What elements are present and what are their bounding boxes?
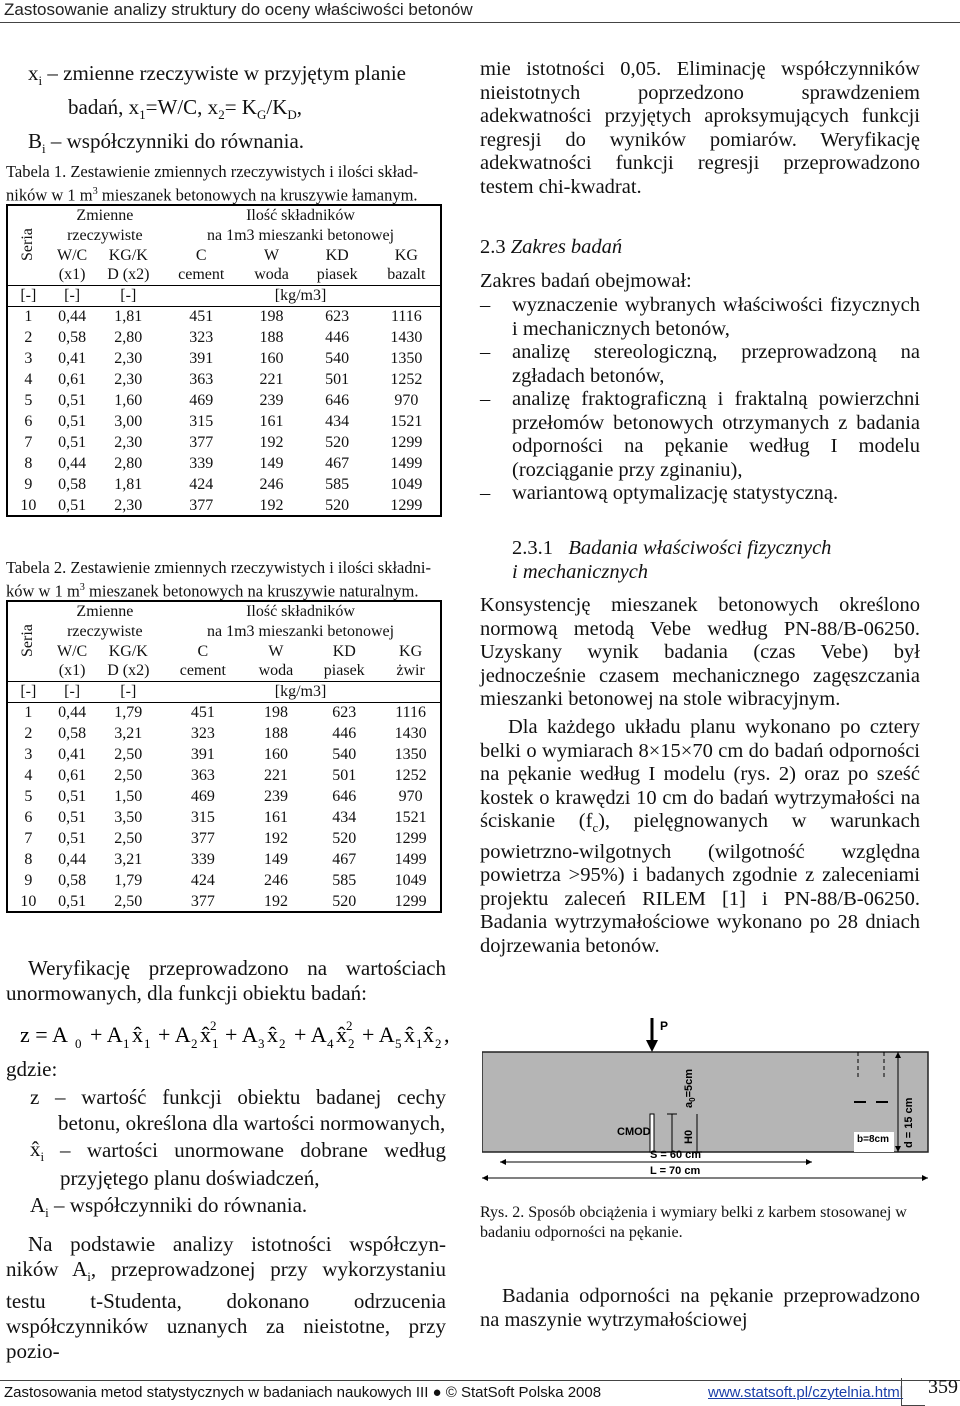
length-dimension: [482, 1165, 928, 1181]
table-row: [7, 891, 441, 912]
svg-text:3: 3: [258, 1036, 265, 1051]
col-header: KG/K: [108, 246, 148, 264]
col-header: (x1): [58, 266, 86, 284]
table-row: [7, 828, 441, 849]
table-cell: 3,00: [114, 413, 143, 430]
table-cell: 377: [190, 830, 215, 847]
col-header: piasek: [316, 266, 358, 284]
table-cell: 239: [263, 788, 288, 805]
depth-label: d = 15 cm: [903, 1097, 915, 1148]
table-cell: 0,44: [58, 455, 87, 472]
scope-item: – wyznaczenie wybranych właściwości fizycznych i mechanicznych betonów,: [480, 294, 920, 340]
table-cell: 1,79: [114, 872, 143, 889]
load-label: P: [660, 1019, 669, 1033]
table-row: [7, 807, 441, 828]
svg-text:+ A: + A: [362, 1022, 395, 1047]
svg-text:+ A: + A: [158, 1022, 191, 1047]
table-cell: 323: [189, 329, 214, 346]
table-cell: 424: [189, 476, 214, 493]
svg-text:+ A: + A: [225, 1022, 258, 1047]
table-cell: 188: [263, 725, 288, 742]
table-cell: 391: [190, 746, 215, 763]
table-cell: 540: [325, 350, 350, 367]
section-2-3-1-heading: 2.3.1 Badania właściwości fizycznych i mechanicznych: [512, 537, 832, 583]
table-cell: 198: [263, 704, 288, 722]
table-cell: 149: [259, 455, 284, 472]
scope-list: [480, 294, 920, 506]
table-row: [7, 495, 441, 516]
table-cell: 1521: [390, 413, 423, 430]
table-cell: 2,50: [114, 892, 143, 910]
group-header: Zmienne: [76, 603, 134, 620]
table-cell: 1,81: [114, 476, 143, 493]
table-cell: 192: [263, 892, 288, 910]
table-cell: 315: [189, 413, 214, 430]
col-header: W/C: [57, 642, 88, 660]
table-cell: 1252: [394, 767, 427, 784]
unit-cell: [-]: [49, 285, 96, 306]
beam-figure: [482, 1018, 958, 1198]
table-cell: 2,30: [114, 434, 143, 451]
table-cell: 0,44: [58, 308, 87, 326]
table-cell: 520: [332, 830, 357, 847]
col-header: żwir: [396, 662, 425, 680]
col-header: cement: [179, 662, 226, 680]
table-cell: 520: [325, 496, 350, 514]
table-cell: 2,80: [114, 329, 143, 346]
table-cell: 192: [263, 830, 288, 847]
table-cell: 0,51: [58, 830, 87, 847]
section-2-3-heading: 2.3 Zakres badań: [480, 236, 623, 258]
table-cell: 424: [190, 872, 215, 889]
col-header: W: [268, 642, 284, 660]
table-cell: 1,79: [114, 704, 143, 722]
table-cell: 501: [325, 371, 350, 388]
svg-text:x̂: x̂: [132, 1022, 143, 1047]
table-cell: 1521: [394, 809, 427, 826]
table-cell: 2,50: [114, 746, 143, 763]
table-cell: 1499: [394, 851, 427, 868]
table-cell: 8: [24, 851, 33, 868]
table-cell: 3: [24, 350, 33, 367]
table-cell: 0,61: [58, 767, 87, 784]
table-cell: 377: [189, 434, 214, 451]
a0-label: $a_0=5cm$: [683, 1068, 697, 1108]
load-arrow: [646, 1018, 668, 1052]
table-cell: 221: [259, 371, 284, 388]
footer-text: Zastosowania metod statystycznych w badaniach naukowych III ● © StatSoft Polska 2008: [4, 1384, 602, 1401]
group-header: na 1m3 mieszanki betonowej: [206, 622, 395, 640]
table-cell: 2,30: [114, 371, 143, 388]
table-cell: 6: [24, 809, 33, 826]
svg-text:x̂: x̂: [404, 1022, 415, 1047]
svg-text:0: 0: [75, 1036, 82, 1051]
table-cell: 0,51: [58, 809, 87, 826]
col-header: C: [195, 246, 207, 264]
var-x-line2: badań, $x_1=W/C$, $x_2= K_G/K_D$,: [68, 95, 303, 123]
xhat-symbol: $x̂_i$: [30, 1137, 45, 1165]
col-header: woda: [258, 662, 294, 680]
table-cell: 10: [20, 892, 37, 910]
col-header: KD: [332, 642, 356, 660]
table-cell: 1350: [394, 746, 427, 763]
table-cell: 239: [259, 392, 284, 409]
table-cell: 9: [24, 872, 33, 889]
col-header: KG: [394, 246, 418, 264]
consistency-paragraph: Konsystencję mieszanek betonowych określono normową metodą Vebe według PN-88/B-06250. Uzyskany wynik badania (czas Vebe) był jednocześnie czasem mechanicznego zagęszczania mieszanki betonowej na stole wibracyjnym.: [480, 594, 920, 710]
table-cell: 2,30: [114, 350, 143, 367]
svg-text:1: 1: [144, 1036, 151, 1051]
table-cell: 970: [394, 392, 419, 409]
table-cell: 0,51: [58, 392, 87, 409]
table-cell: 1049: [394, 872, 427, 889]
svg-text:2: 2: [348, 1036, 355, 1051]
table2-caption: Tabela 2. Zestawienie zmiennych rzeczywistych i ilości składni- ków w 1 $m^3$ mieszanek betonowych na kruszywie naturalnym.: [6, 558, 431, 601]
analysis-paragraph: Na podstawie analizy istotności współczyn- ników $A_i$, przeprowadzonej przy wykorzystaniu testu t-Studenta, dokonano odrzucenia współczynników uznanych za nieistotne, przy pozio-: [6, 1232, 446, 1364]
var-b-line: $B_i$ – współczynniki do równania.: [28, 129, 305, 157]
table-row: [7, 723, 441, 744]
footer-rule: [0, 1380, 960, 1381]
table-cell: 646: [332, 788, 357, 805]
unit-cell: [-]: [49, 681, 96, 702]
svg-text:4: 4: [327, 1036, 334, 1051]
table-cell: 5: [24, 392, 33, 409]
table-row: [7, 849, 441, 870]
svg-text:2: 2: [279, 1036, 286, 1051]
table-cell: 0,44: [58, 704, 87, 722]
table-cell: 0,58: [58, 329, 87, 346]
table-cell: 1,50: [114, 788, 143, 805]
table-cell: 1430: [390, 329, 423, 346]
table-cell: 1: [24, 704, 33, 722]
table-cell: 2: [24, 329, 33, 346]
table-cell: 363: [190, 767, 215, 784]
table-row: [7, 744, 441, 765]
svg-text:2: 2: [191, 1036, 198, 1051]
table-cell: 0,41: [58, 350, 87, 367]
table-cell: 1116: [395, 704, 426, 722]
unit-cell: [-]: [96, 681, 162, 702]
unit-cell: [kg/m3]: [161, 285, 441, 306]
table-cell: 520: [325, 434, 350, 451]
svg-text:2: 2: [435, 1036, 442, 1051]
table-row: [7, 765, 441, 786]
table-cell: 377: [190, 892, 215, 910]
svg-text:2: 2: [210, 1018, 217, 1033]
table-cell: 1499: [390, 455, 423, 472]
col-header: W/C: [57, 246, 88, 264]
table-cell: 246: [263, 872, 288, 889]
table-cell: 10: [20, 496, 37, 514]
table-cell: 315: [190, 809, 215, 826]
table2: [6, 600, 442, 913]
table-cell: 0,51: [58, 496, 87, 514]
table-row: [7, 327, 441, 348]
cmod-label: CMOD: [617, 1126, 651, 1138]
table-cell: 5: [24, 788, 33, 805]
table-cell: 192: [259, 434, 284, 451]
svg-text:x̂: x̂: [423, 1022, 434, 1047]
regression-equation: [20, 1016, 460, 1056]
table2-body: [7, 702, 441, 912]
table-cell: 221: [263, 767, 288, 784]
table-cell: 4: [24, 767, 33, 784]
table-cell: 2,80: [114, 455, 143, 472]
table-cell: 160: [259, 350, 284, 367]
table1-caption: Tabela 1. Zestawienie zmiennych rzeczywistych i ilości skład- ników w 1 $m^3$ mieszanek betonowych na kruszywie łamanym.: [6, 162, 419, 205]
table-cell: 434: [332, 809, 357, 826]
length-label: L = 70 cm: [650, 1165, 701, 1177]
table-row: [7, 306, 441, 327]
table-row: [7, 453, 441, 474]
table-cell: 3,21: [114, 851, 143, 868]
table1-body: [7, 306, 441, 516]
unit-cell: [-]: [7, 285, 49, 306]
svg-text:x̂: x̂: [200, 1022, 211, 1047]
width-label: b=8cm: [857, 1134, 889, 1145]
table-row: [7, 390, 441, 411]
group-header: na 1m3 mieszanki betonowej: [206, 226, 395, 244]
table-row: [7, 348, 441, 369]
table-cell: 1299: [394, 830, 427, 847]
svg-text:2: 2: [346, 1018, 353, 1033]
table-cell: 198: [259, 308, 284, 326]
unit-cell: [kg/m3]: [161, 681, 441, 702]
table-cell: 9: [24, 476, 33, 493]
table-cell: 1299: [390, 496, 423, 514]
table-cell: 434: [325, 413, 350, 430]
verification-paragraph: Weryfikację przeprowadzono na wartościach unormowanych, dla funkcji obiektu badań:: [6, 956, 446, 1005]
h0-label: H0: [683, 1129, 695, 1144]
svg-text:1: 1: [212, 1036, 219, 1051]
table-cell: 446: [325, 329, 350, 346]
svg-text:1: 1: [123, 1036, 130, 1051]
table-cell: 623: [325, 308, 350, 326]
table-cell: 469: [190, 788, 215, 805]
group-header: Ilość składników: [246, 207, 355, 224]
col-header: bazalt: [387, 266, 426, 284]
page-number-mark: [901, 1378, 925, 1406]
unit-cell: [-]: [96, 285, 162, 306]
significance-paragraph: mie istotności 0,05. Eliminację współczynników nieistotnych poprzedzono sprawdzeniem adekwatności przyjętych aproksymujących funkcji regresji do wyników pomiarów. Weryfikację adekwatności funkcji regresji przeprowadzono testem chi-kwadrat.: [480, 58, 920, 198]
table-cell: 1: [24, 308, 33, 326]
table-cell: 1049: [390, 476, 423, 493]
specimens-paragraph: Dla każdego układu planu wykonano po cztery belki o wymiarach 8×15×70 cm do badań odporności na pękanie według I modelu (rys. 2) oraz po sześć kostek o krawędzi 10 cm do badań wytrzymałości na ściskanie $(f_c)$, pielęgnowanych w warunkach powietrzno-wilgotnych (wilgotność względna powietrza >95%) i badanych zgodnie z zaleceniami projektu zaleceń RILEM [1] i PN-88/B-06250. Badania wytrzymałościowe wykonano po 28 dniach dojrzewania betonów.: [480, 716, 921, 957]
table-cell: 970: [398, 788, 423, 805]
col-header: D (x2): [107, 662, 150, 680]
table-cell: 451: [190, 704, 215, 722]
table-row: [7, 870, 441, 891]
table-cell: 0,61: [58, 371, 87, 388]
fracture-paragraph: Badania odporności na pękanie przeprowadzono na maszynie wytrzymałościowej: [480, 1285, 920, 1331]
footer-link[interactable]: www.statsoft.pl/czytelnia.html: [708, 1384, 904, 1401]
group-header: rzeczywiste: [67, 226, 143, 244]
table-cell: 585: [332, 872, 357, 889]
col-header: (x1): [58, 662, 86, 680]
table-cell: 623: [332, 704, 357, 722]
group-header: Ilość składników: [246, 603, 355, 620]
table-cell: 0,51: [58, 413, 87, 430]
table-cell: 1299: [394, 892, 427, 910]
table-cell: 540: [332, 746, 357, 763]
table-row: [7, 474, 441, 495]
seria-header: Seria: [18, 624, 36, 658]
table-cell: 0,58: [58, 725, 87, 742]
table-cell: 6: [24, 413, 33, 430]
group-header: rzeczywiste: [67, 622, 143, 640]
scope-item: – analizę stereologiczną, przeprowadzoną na zgładach betonów,: [480, 341, 920, 387]
svg-text:z = A: z = A: [20, 1022, 68, 1047]
figure-caption: Rys. 2. Sposób obciążenia i wymiary belki z karbem stosowanej w badaniu odporności na pękanie.: [480, 1204, 907, 1241]
table1: [6, 204, 442, 517]
scope-item: – wariantową optymalizację statystyczną.: [480, 482, 839, 504]
xhat-description: – wartości unormowane dobrane według przyjętego planu doświadczeń,: [60, 1138, 446, 1190]
where-label: gdzie:: [6, 1057, 58, 1081]
svg-text:x̂: x̂: [336, 1022, 347, 1047]
table-cell: 246: [259, 476, 284, 493]
table-cell: 7: [24, 434, 33, 451]
table-cell: 323: [190, 725, 215, 742]
table-cell: 0,41: [58, 746, 87, 763]
table-cell: 339: [190, 851, 215, 868]
table-cell: 192: [259, 496, 284, 514]
header-rule: [0, 22, 960, 23]
svg-text:+ A: + A: [90, 1022, 123, 1047]
table-cell: 520: [332, 892, 357, 910]
running-header: Zastosowanie analizy struktury do oceny właściwości betonów: [4, 0, 473, 19]
svg-text:1: 1: [416, 1036, 423, 1051]
table-cell: 467: [332, 851, 357, 868]
var-x-line1: $x_i$ – zmienne rzeczywiste w przyjętym planie: [28, 61, 406, 89]
table-cell: 1116: [390, 308, 422, 326]
table-cell: 160: [263, 746, 288, 763]
col-header: D (x2): [107, 266, 150, 284]
table-cell: 149: [263, 851, 288, 868]
table-cell: 646: [325, 392, 350, 409]
col-header: cement: [178, 266, 225, 284]
svg-text:+ A: + A: [294, 1022, 327, 1047]
col-header: KG: [399, 642, 423, 660]
table-cell: 1,81: [114, 308, 143, 326]
table-cell: 451: [189, 308, 214, 326]
table-cell: 3,50: [114, 809, 143, 826]
table-cell: 2,50: [114, 830, 143, 847]
page-number: 359: [928, 1376, 958, 1398]
table-cell: 161: [263, 809, 288, 826]
table-cell: 188: [259, 329, 284, 346]
table-cell: 0,58: [58, 476, 87, 493]
svg-text:x̂: x̂: [267, 1022, 278, 1047]
table-cell: 0,44: [58, 851, 87, 868]
table-cell: 4: [24, 371, 33, 388]
table-row: [7, 786, 441, 807]
table-cell: 446: [332, 725, 357, 742]
scope-intro: Zakres badań obejmował:: [480, 270, 692, 292]
table-cell: 2,50: [114, 767, 143, 784]
table-cell: 1350: [390, 350, 423, 367]
z-definition: z – wartość funkcji obiektu badanej cechy betonu, określona dla wartości normowanych,: [30, 1085, 446, 1135]
table-cell: 7: [24, 830, 33, 847]
table-cell: 1,60: [114, 392, 143, 409]
col-header: KG/K: [108, 642, 148, 660]
table-cell: 363: [189, 371, 214, 388]
table-cell: 3: [24, 746, 33, 763]
table-cell: 8: [24, 455, 33, 472]
svg-text:,: ,: [444, 1022, 450, 1047]
col-header: KD: [325, 246, 349, 264]
table-cell: 0,51: [58, 788, 87, 805]
table-cell: 1430: [394, 725, 427, 742]
unit-cell: [-]: [7, 681, 49, 702]
span-label: S = 60 cm: [650, 1149, 702, 1161]
col-header: C: [197, 642, 209, 660]
table-cell: 161: [259, 413, 284, 430]
table-cell: 1252: [390, 371, 423, 388]
table-cell: 0,58: [58, 872, 87, 889]
table-cell: 0,51: [58, 892, 87, 910]
table-cell: 2: [24, 725, 33, 742]
svg-text:5: 5: [395, 1036, 402, 1051]
table-cell: 3,21: [114, 725, 143, 742]
group-header: Zmienne: [76, 207, 134, 224]
table-cell: 467: [325, 455, 350, 472]
table-row: [7, 702, 441, 723]
table-cell: 469: [189, 392, 214, 409]
seria-header: Seria: [18, 228, 36, 262]
col-header: W: [263, 246, 280, 264]
table-cell: 339: [189, 455, 214, 472]
table-row: [7, 369, 441, 390]
table-cell: 1299: [390, 434, 423, 451]
table-cell: 501: [332, 767, 357, 784]
table-row: [7, 411, 441, 432]
a-definition: $A_i$ – współczynniki do równania.: [30, 1193, 308, 1221]
table-cell: 2,30: [114, 496, 143, 514]
table-cell: 585: [325, 476, 350, 493]
col-header: woda: [254, 266, 289, 284]
table-cell: 377: [189, 496, 214, 514]
variable-definitions: [28, 60, 458, 163]
col-header: piasek: [323, 662, 365, 680]
table-row: [7, 432, 441, 453]
scope-item: – analizę fraktograficzną i fraktalną powierzchni przełomów betonowych otrzymanych z badania odporności na pękanie według I modelu (rozciąganie przy zginaniu),: [480, 388, 920, 481]
table-cell: 391: [189, 350, 214, 367]
table-cell: 0,51: [58, 434, 87, 451]
